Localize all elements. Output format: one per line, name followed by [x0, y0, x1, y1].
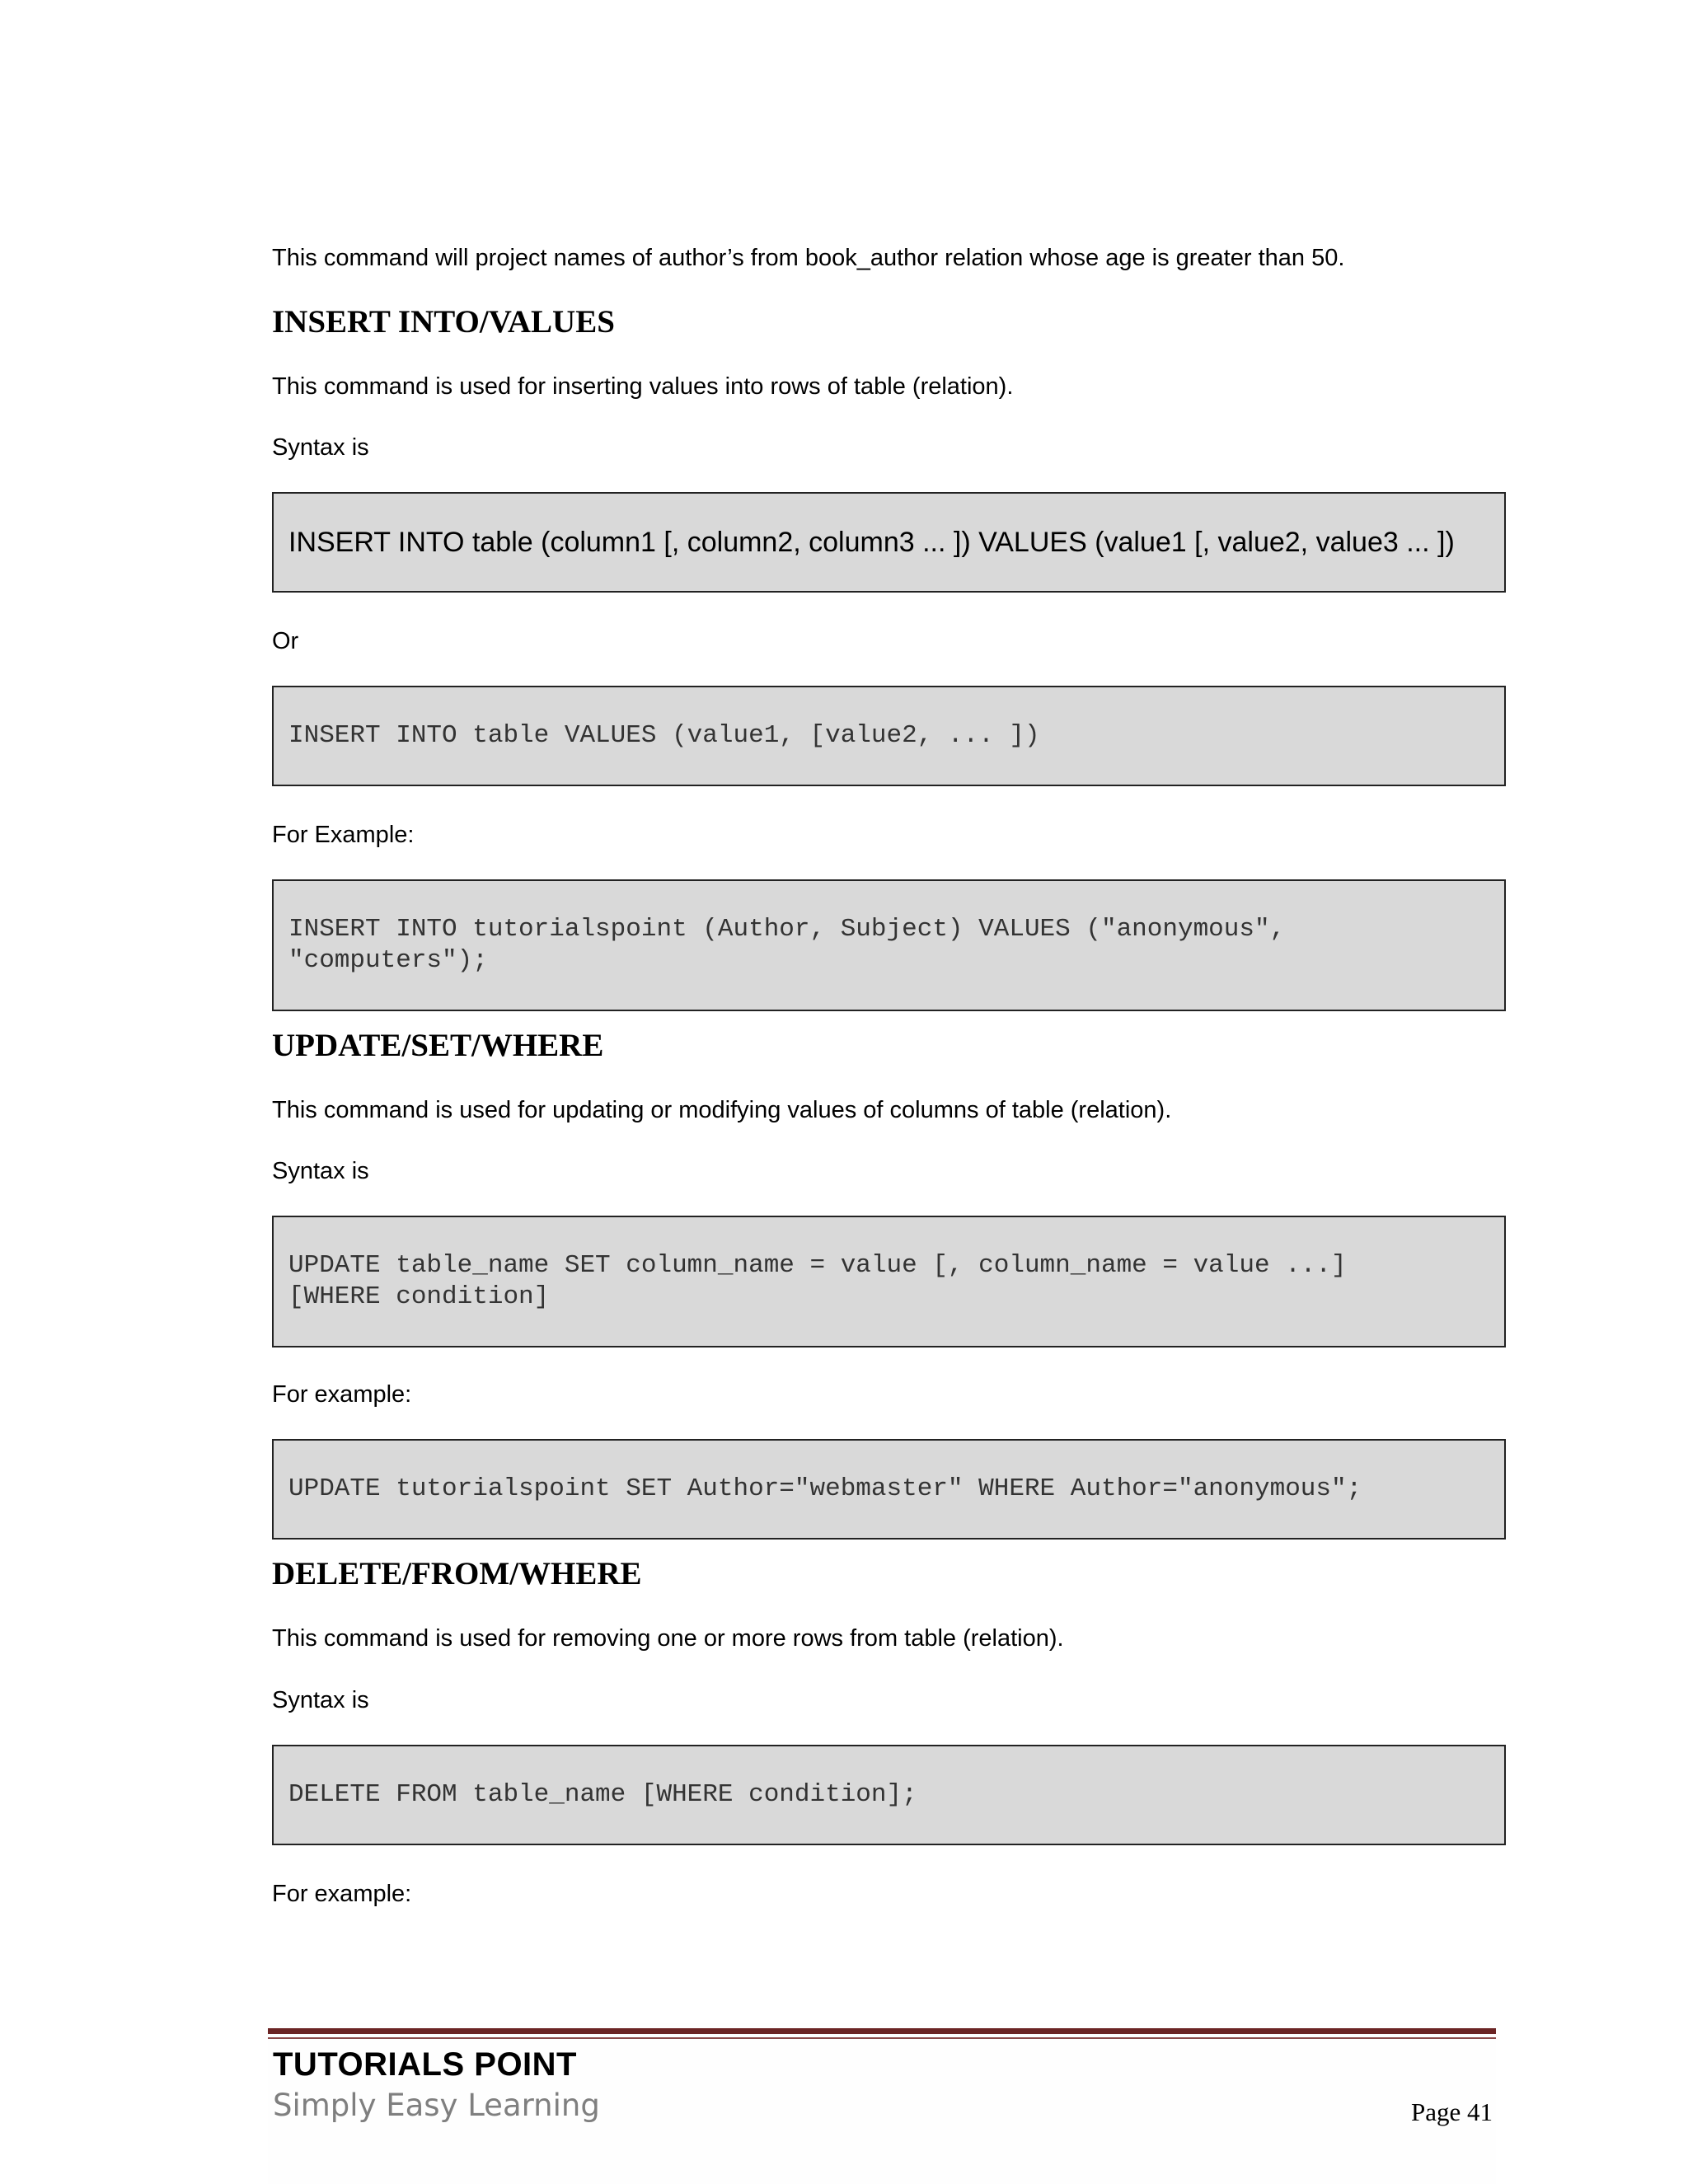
footer-tagline: Simply Easy Learning: [273, 2088, 600, 2123]
delete-description: This command is used for removing one or more rows from table (relation).: [272, 1624, 1064, 1652]
insert-example-label: For Example:: [272, 822, 415, 849]
code-line: INSERT INTO tutorialspoint (Author, Subject) VALUES ("anonymous",: [288, 914, 1286, 944]
update-syntax-code-box: [272, 1216, 1506, 1347]
update-example-code-box: [272, 1439, 1506, 1540]
page-content: [272, 239, 1506, 1908]
code-line: UPDATE table_name SET column_name = value [, column_name = value ...]: [288, 1251, 1347, 1281]
update-heading: UPDATE/SET/WHERE: [272, 1027, 604, 1063]
update-syntax-label: Syntax is: [272, 1158, 369, 1185]
update-example-label: For example:: [272, 1381, 412, 1408]
code-line: DELETE FROM table_name [WHERE condition];: [288, 1779, 917, 1809]
footer-divider-thin: [268, 2037, 1496, 2039]
insert-example-code-box: [272, 879, 1506, 1011]
insert-heading: INSERT INTO/VALUES: [272, 303, 615, 340]
insert-syntax-code-box: [272, 492, 1506, 593]
code-line: "computers");: [288, 945, 488, 975]
footer-divider: [268, 2028, 1496, 2034]
code-line: UPDATE tutorialspoint SET Author="webmaster" WHERE Author="anonymous";: [288, 1474, 1362, 1504]
page-footer: [268, 2023, 1496, 2184]
delete-example-label: For example:: [272, 1880, 412, 1907]
insert-description: This command is used for inserting values into rows of table (relation).: [272, 373, 1014, 400]
or-label: Or: [272, 628, 299, 655]
code-line: INSERT INTO table VALUES (value1, [value2, ... ]): [288, 721, 1040, 751]
page-number: Page 41: [1410, 2097, 1493, 2126]
footer-brand: TUTORIALS POINT: [273, 2046, 577, 2083]
delete-syntax-label: Syntax is: [272, 1686, 369, 1713]
update-description: This command is used for updating or modifying values of columns of table (relation).: [272, 1096, 1172, 1123]
delete-syntax-code-box: [272, 1745, 1506, 1845]
intro-text: This command will project names of author’s from book_author relation whose age is greater than 50.: [272, 245, 1345, 271]
delete-heading: DELETE/FROM/WHERE: [272, 1556, 642, 1592]
insert-alt-syntax-code-box: [272, 686, 1506, 786]
code-line: [WHERE condition]: [288, 1282, 550, 1312]
code-line: INSERT INTO table (column1 [, column2, column3 ... ]) VALUES (value1 [, value2, value3 ... ]): [288, 527, 1455, 559]
insert-syntax-label: Syntax is: [272, 434, 369, 462]
